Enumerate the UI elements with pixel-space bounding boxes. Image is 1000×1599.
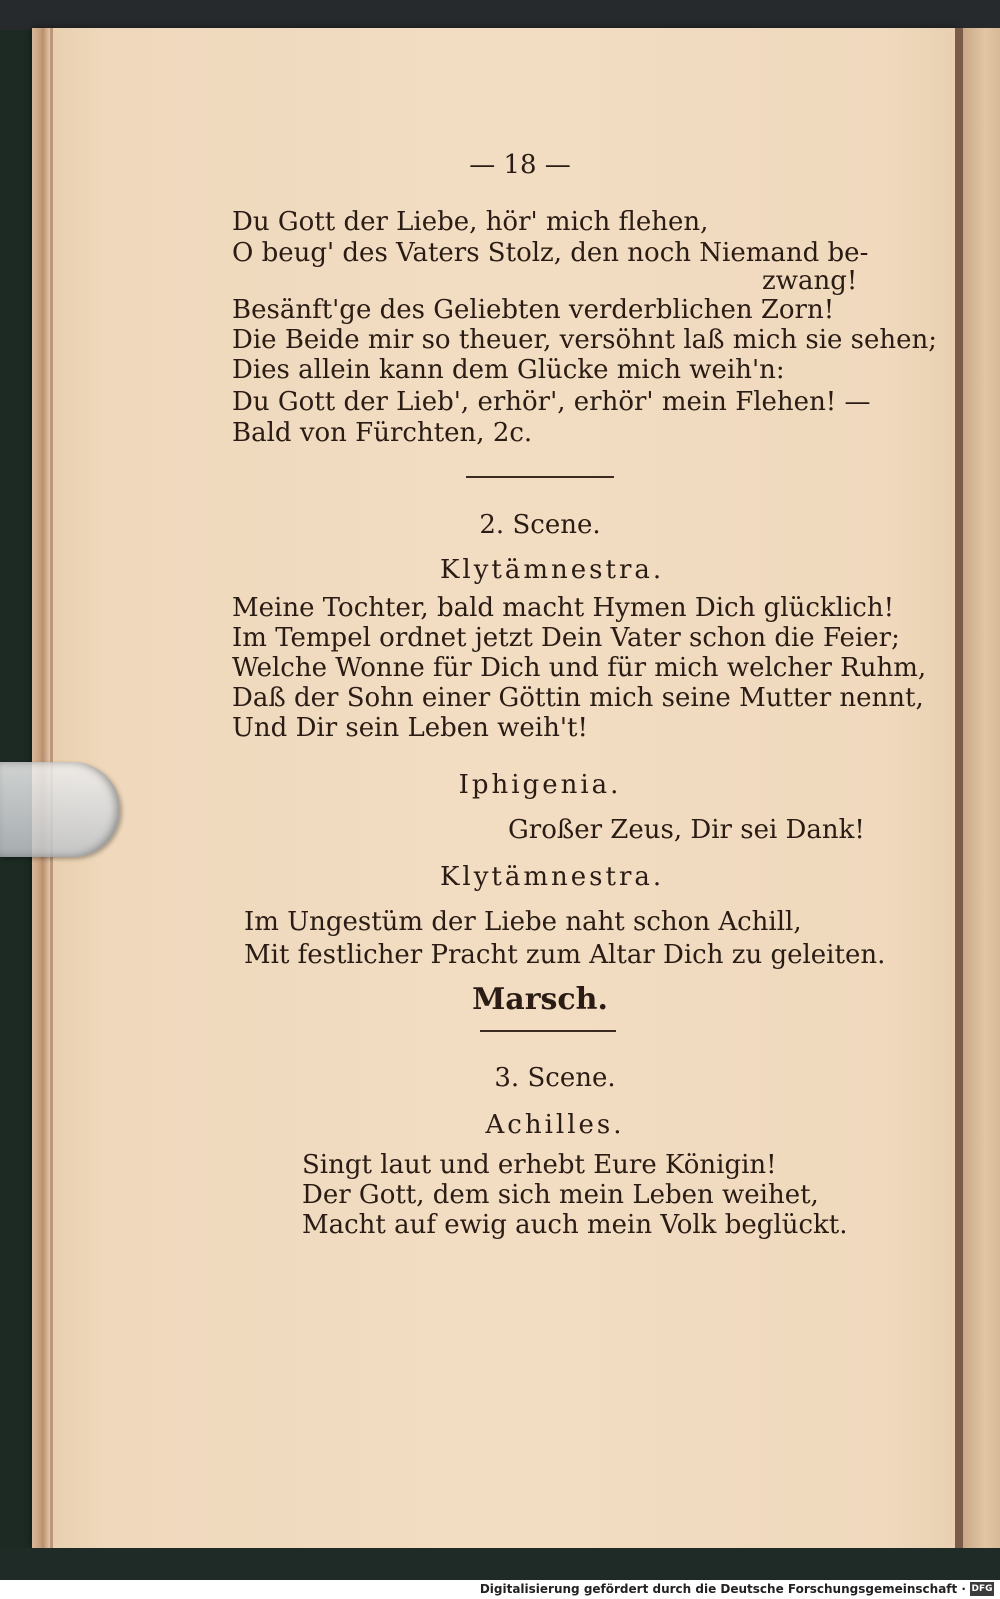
page-clip	[0, 762, 120, 857]
verse-line: Dies allein kann dem Glücke mich weih'n:	[232, 355, 785, 385]
verse-line: Im Tempel ordnet jetzt Dein Vater schon die Feier;	[232, 623, 900, 653]
verse-line: Meine Tochter, bald macht Hymen Dich glücklich!	[232, 593, 895, 623]
footer-credit: Digitalisierung gefördert durch die Deutsche Forschungsgemeinschaft ·	[479, 1582, 966, 1596]
speaker-name: Achilles.	[485, 1110, 625, 1140]
verse-line: Daß der Sohn einer Göttin mich seine Mutter nennt,	[232, 683, 924, 713]
facing-page-edge	[963, 28, 1000, 1548]
dfg-logo-icon: DFG	[971, 1584, 993, 1594]
verse-line: Macht auf ewig auch mein Volk beglückt.	[302, 1210, 848, 1240]
verse-line: Die Beide mir so theuer, versöhnt laß mich sie sehen;	[232, 325, 938, 355]
verse-line: Du Gott der Liebe, hör' mich flehen,	[232, 207, 709, 237]
verse-line: Mit festlicher Pracht zum Altar Dich zu geleiten.	[244, 940, 886, 970]
verse-line: Großer Zeus, Dir sei Dank!	[508, 815, 865, 845]
speaker-name: Klytämnestra.	[440, 555, 665, 585]
verse-line: Bald von Fürchten, 2c.	[232, 418, 533, 448]
scene-heading: 3. Scene.	[494, 1063, 616, 1093]
speaker-name: Klytämnestra.	[440, 862, 665, 892]
verse-line: zwang!	[762, 266, 858, 296]
march-heading: Marsch.	[472, 982, 608, 1017]
section-divider	[480, 1030, 616, 1032]
verse-line: Und Dir sein Leben weih't!	[232, 713, 588, 743]
verse-line: Du Gott der Lieb', erhör', erhör' mein Flehen! —	[232, 387, 871, 417]
verse-line: Besänft'ge des Geliebten verderblichen Zorn!	[232, 295, 835, 325]
verse-line: O beug' des Vaters Stolz, den noch Niemand be-	[232, 238, 869, 268]
scan-background-top	[0, 0, 1000, 30]
verse-line: Welche Wonne für Dich und für mich welcher Ruhm,	[232, 653, 927, 683]
verse-line: Im Ungestüm der Liebe naht schon Achill,	[244, 907, 802, 937]
speaker-name: Iphigenia.	[458, 770, 622, 800]
verse-line: Der Gott, dem sich mein Leben weihet,	[302, 1180, 819, 1210]
scene-heading: 2. Scene.	[479, 510, 601, 540]
verse-line: Singt laut und erhebt Eure Königin!	[302, 1150, 777, 1180]
page-number: — 18 —	[469, 150, 571, 180]
page-spine-shadow	[955, 28, 963, 1548]
section-divider	[466, 476, 614, 478]
